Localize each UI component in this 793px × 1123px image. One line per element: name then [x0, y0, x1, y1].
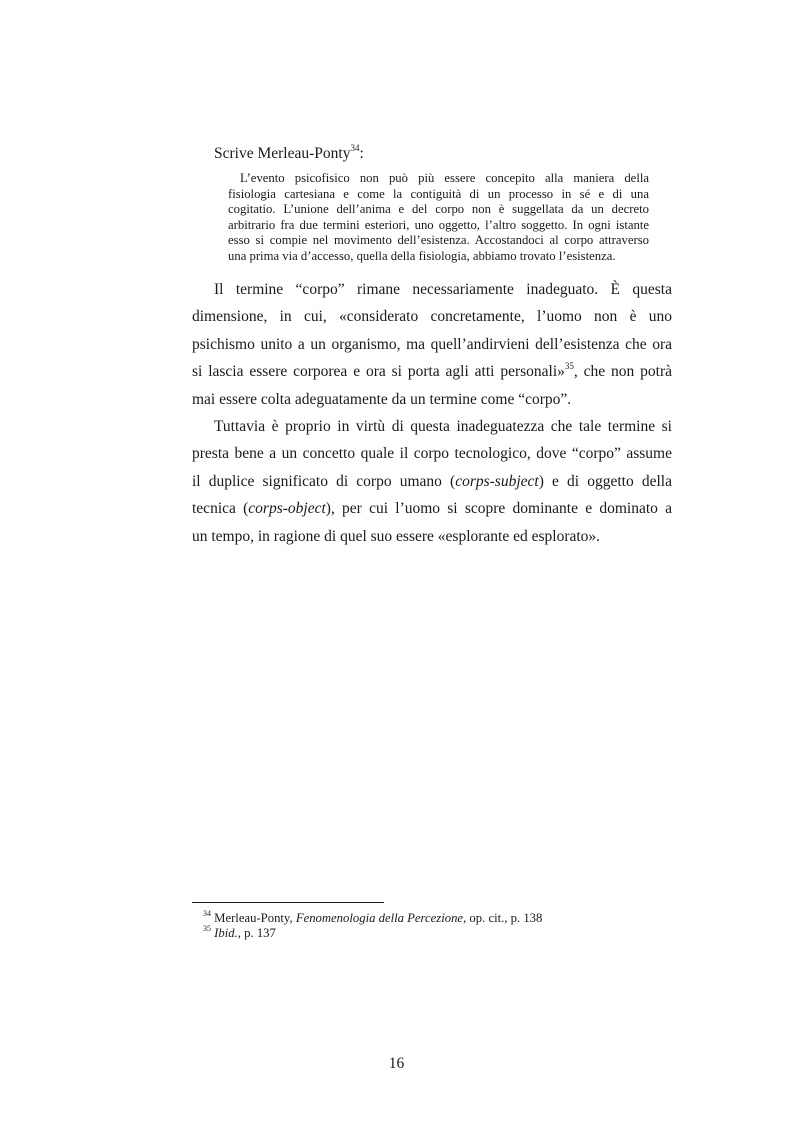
paragraph-line: dimensione, in cui, «considerato concretamente, l’uomo non è uno: [192, 308, 672, 326]
italic-term: corps-object: [248, 500, 326, 518]
line-text: tecnica (: [192, 500, 249, 518]
line-text: il duplice significato di corpo umano (: [192, 472, 456, 490]
footnote-35: [203, 923, 542, 941]
quote-line: cogitatio. L’unione dell’anima e del corpo non è suggellata da un decreto: [228, 202, 649, 217]
footnote-number: 35: [203, 923, 211, 933]
quote-line: una prima via d’accesso, quella della fisiologia, abbiamo trovato l’esistenza.: [228, 248, 616, 263]
paragraph-line: psichismo unito a un organismo, ma quell’andirvieni dell’esistenza che ora: [192, 335, 672, 353]
intro-colon: :: [359, 145, 364, 162]
footnote-divider: [192, 902, 384, 903]
quote-line: fisiologia cartesiana e come la contiguità di un processo in sé e di una: [228, 186, 649, 201]
footnote-ref-35[interactable]: 35: [564, 361, 574, 372]
footnote-text: , p. 137: [237, 926, 276, 940]
footnotes: [203, 908, 543, 941]
body-paragraph-1: [192, 276, 672, 413]
paragraph-line: un tempo, in ragione di quel suo essere «esplorante ed esplorato».: [192, 527, 601, 545]
footnote-title: Fenomenologia della Percezione: [295, 911, 464, 925]
quote-line: arbitrario fra due termini esteriori, uno oggetto, l’altro soggetto. In ogni istante: [228, 217, 649, 232]
paragraph-line: Tuttavia è proprio in virtù di questa inadeguatezza che tale termine si: [214, 418, 672, 435]
page-number: 16: [388, 1055, 405, 1072]
paragraph-line-with-ref: [192, 358, 672, 385]
line-text: , che non potrà: [573, 363, 672, 381]
paragraph-line: Il termine “corpo” rimane necessariamente inadeguato. È questa: [214, 281, 672, 298]
quote-intro: [214, 143, 364, 165]
body-paragraph-2: [192, 413, 672, 550]
paragraph-line-italic: [192, 495, 672, 522]
footnote-ref-34[interactable]: 34: [350, 142, 360, 153]
footnote-34: [203, 908, 543, 926]
paragraph-line: mai essere colta adeguatamente da un termine come “corpo”.: [192, 390, 572, 408]
footnote-title: Ibid.: [214, 926, 238, 940]
paragraph-line: presta bene a un concetto quale il corpo tecnologico, dove “corpo” assume: [192, 445, 672, 463]
line-text: si lascia essere corporea e ora si porta agli atti personali»: [192, 363, 565, 381]
block-quote: [228, 171, 649, 265]
line-text: ), per cui l’uomo si scopre dominante e dominato a: [325, 500, 672, 518]
quote-line: L’evento psicofisico non può più essere concepito alla maniera della: [240, 171, 649, 185]
paragraph-line-italic: [192, 468, 672, 495]
quote-line: esso si compie nel movimento dell’esistenza. Accostandoci al corpo attraverso: [228, 233, 649, 248]
italic-term: corps-subject: [455, 472, 539, 490]
footnote-number: 34: [203, 908, 211, 918]
footnote-text: Merleau-Ponty,: [211, 911, 296, 925]
intro-text: Scrive Merleau-Ponty: [214, 145, 351, 162]
line-text: ) e di oggetto della: [538, 472, 672, 490]
footnote-text: , op. cit., p. 138: [463, 911, 543, 925]
